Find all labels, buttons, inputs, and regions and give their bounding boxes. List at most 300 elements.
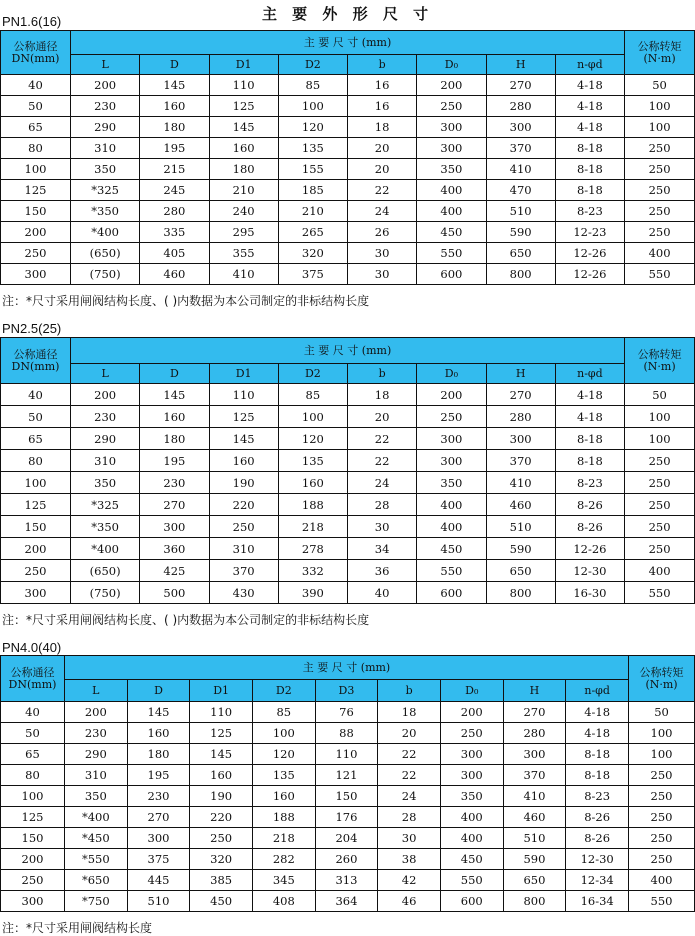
table-cell: 250 bbox=[625, 472, 695, 494]
table-cell: 250 bbox=[1, 243, 71, 264]
table-cell: *350 bbox=[71, 201, 140, 222]
table-row bbox=[1, 472, 695, 494]
table-cell: 42 bbox=[378, 870, 441, 891]
table-cell: 280 bbox=[486, 96, 555, 117]
table-cell: 180 bbox=[140, 117, 209, 138]
table-cell: 400 bbox=[417, 180, 486, 201]
table-cell: 18 bbox=[348, 117, 417, 138]
column-header: D2 bbox=[252, 680, 315, 702]
table-cell: 180 bbox=[140, 428, 209, 450]
table-cell: 350 bbox=[417, 472, 486, 494]
table-cell: 310 bbox=[65, 765, 128, 786]
table-cell: 80 bbox=[1, 765, 65, 786]
table-cell: 20 bbox=[348, 159, 417, 180]
table-cell: 190 bbox=[209, 472, 278, 494]
table-cell: 125 bbox=[209, 96, 278, 117]
table-cell: 300 bbox=[417, 117, 486, 138]
column-header: D2 bbox=[278, 55, 347, 75]
table-row bbox=[1, 582, 695, 604]
table-cell: 230 bbox=[140, 472, 209, 494]
table-cell: 210 bbox=[278, 201, 347, 222]
table-cell: 220 bbox=[209, 494, 278, 516]
table-cell: 30 bbox=[348, 516, 417, 538]
table-cell: 600 bbox=[440, 891, 503, 912]
table-cell: 650 bbox=[486, 243, 555, 264]
dimension-table-pn40 bbox=[0, 655, 695, 912]
table-cell: *450 bbox=[65, 828, 128, 849]
table-cell: 370 bbox=[209, 560, 278, 582]
table-cell: 320 bbox=[190, 849, 253, 870]
table-cell: *550 bbox=[65, 849, 128, 870]
table-cell: 110 bbox=[190, 702, 253, 723]
table-cell: 4-18 bbox=[566, 702, 629, 723]
table-cell: 250 bbox=[417, 96, 486, 117]
torque-header-line: (N·m) bbox=[643, 51, 676, 65]
table-cell: 100 bbox=[625, 117, 695, 138]
table-cell: 160 bbox=[190, 765, 253, 786]
table-cell: 160 bbox=[140, 406, 209, 428]
table-row bbox=[1, 723, 695, 744]
table-row bbox=[1, 807, 695, 828]
table-note-pn16: 注：*尺寸采用闸阀结构长度、( )内数据为本公司制定的非标结构长度 bbox=[2, 294, 370, 308]
table-note-pn25: 注：*尺寸采用闸阀结构长度、( )内数据为本公司制定的非标结构长度 bbox=[2, 613, 370, 627]
column-header: D bbox=[127, 680, 190, 702]
table-cell: 22 bbox=[348, 428, 417, 450]
table-cell: 30 bbox=[348, 243, 417, 264]
table-cell: 300 bbox=[1, 891, 65, 912]
table-cell: 100 bbox=[278, 96, 347, 117]
table-cell: 800 bbox=[486, 264, 555, 285]
table-cell: 8-26 bbox=[555, 494, 624, 516]
table-cell: 12-30 bbox=[566, 849, 629, 870]
table-cell: (750) bbox=[71, 582, 140, 604]
table-cell: 8-26 bbox=[555, 516, 624, 538]
table-cell: 230 bbox=[127, 786, 190, 807]
table-cell: 121 bbox=[315, 765, 378, 786]
main-dimensions-header: 主 要 尺 寸 (mm) bbox=[65, 656, 629, 680]
table-cell: 410 bbox=[486, 472, 555, 494]
column-header: b bbox=[378, 680, 441, 702]
table-cell: 4-18 bbox=[555, 96, 624, 117]
table-cell: 120 bbox=[278, 117, 347, 138]
table-cell: 364 bbox=[315, 891, 378, 912]
table-cell: 600 bbox=[417, 264, 486, 285]
table-cell: 332 bbox=[278, 560, 347, 582]
dn-header-line: 公称通径 bbox=[13, 39, 58, 53]
table-cell: 125 bbox=[1, 180, 71, 201]
table-cell: 282 bbox=[252, 849, 315, 870]
header-row bbox=[1, 338, 695, 364]
table-cell: 188 bbox=[252, 807, 315, 828]
table-cell: 16-30 bbox=[555, 582, 624, 604]
table-cell: 4-18 bbox=[555, 117, 624, 138]
table-cell: 40 bbox=[348, 582, 417, 604]
table-cell: 100 bbox=[1, 472, 71, 494]
table-cell: 85 bbox=[252, 702, 315, 723]
table-row bbox=[1, 786, 695, 807]
table-cell: 145 bbox=[209, 117, 278, 138]
table-cell: 185 bbox=[278, 180, 347, 201]
table-cell: 50 bbox=[1, 406, 71, 428]
dn-header bbox=[1, 31, 71, 75]
table-cell: 430 bbox=[209, 582, 278, 604]
table-cell: 400 bbox=[417, 516, 486, 538]
dn-header-line: 公称通径 bbox=[13, 347, 58, 361]
table-cell: 12-26 bbox=[555, 264, 624, 285]
table-cell: 125 bbox=[1, 807, 65, 828]
table-row bbox=[1, 243, 695, 264]
table-cell: 135 bbox=[278, 450, 347, 472]
table-cell: 250 bbox=[629, 807, 695, 828]
table-cell: 410 bbox=[503, 786, 566, 807]
table-cell: 8-18 bbox=[555, 138, 624, 159]
table-cell: 400 bbox=[629, 870, 695, 891]
table-cell: 100 bbox=[625, 406, 695, 428]
table-row bbox=[1, 201, 695, 222]
column-header: L bbox=[65, 680, 128, 702]
table-cell: 800 bbox=[503, 891, 566, 912]
table-cell: 300 bbox=[440, 765, 503, 786]
table-cell: 218 bbox=[252, 828, 315, 849]
table-cell: (650) bbox=[71, 243, 140, 264]
table-cell: 450 bbox=[417, 222, 486, 243]
column-header: D₀ bbox=[417, 55, 486, 75]
column-header-row bbox=[1, 364, 695, 384]
table-cell: 65 bbox=[1, 744, 65, 765]
table-cell: 145 bbox=[127, 702, 190, 723]
torque-header bbox=[625, 338, 695, 384]
table-cell: 8-18 bbox=[555, 428, 624, 450]
table-cell: 390 bbox=[278, 582, 347, 604]
table-cell: 12-34 bbox=[566, 870, 629, 891]
table-cell: 8-23 bbox=[555, 472, 624, 494]
table-cell: 290 bbox=[65, 744, 128, 765]
table-cell: 120 bbox=[278, 428, 347, 450]
table-cell: 195 bbox=[127, 765, 190, 786]
table-cell: 800 bbox=[486, 582, 555, 604]
table-cell: *400 bbox=[65, 807, 128, 828]
column-header: D bbox=[140, 55, 209, 75]
table-cell: 500 bbox=[140, 582, 209, 604]
table-cell: 350 bbox=[417, 159, 486, 180]
table-cell: 345 bbox=[252, 870, 315, 891]
table-cell: 280 bbox=[486, 406, 555, 428]
table-cell: 40 bbox=[1, 702, 65, 723]
table-cell: 180 bbox=[127, 744, 190, 765]
table-cell: 250 bbox=[625, 180, 695, 201]
table-cell: 550 bbox=[440, 870, 503, 891]
table-cell: 550 bbox=[625, 582, 695, 604]
table-cell: 218 bbox=[278, 516, 347, 538]
table-cell: 8-26 bbox=[566, 807, 629, 828]
table-cell: 270 bbox=[127, 807, 190, 828]
table-cell: 100 bbox=[278, 406, 347, 428]
table-cell: 400 bbox=[440, 807, 503, 828]
dn-header bbox=[1, 656, 65, 702]
table-cell: 18 bbox=[348, 384, 417, 406]
table-cell: 100 bbox=[629, 744, 695, 765]
table-cell: 510 bbox=[127, 891, 190, 912]
table-cell: 155 bbox=[278, 159, 347, 180]
table-cell: 12-26 bbox=[555, 243, 624, 264]
table-row bbox=[1, 702, 695, 723]
table-cell: 145 bbox=[140, 75, 209, 96]
table-row bbox=[1, 560, 695, 582]
table-cell: 38 bbox=[378, 849, 441, 870]
torque-header-line: (N·m) bbox=[645, 677, 678, 691]
table-row bbox=[1, 494, 695, 516]
table-cell: 110 bbox=[209, 75, 278, 96]
table-cell: 360 bbox=[140, 538, 209, 560]
header-row bbox=[1, 656, 695, 680]
table-cell: 200 bbox=[71, 384, 140, 406]
table-row bbox=[1, 891, 695, 912]
table-cell: 460 bbox=[140, 264, 209, 285]
table-cell: 12-30 bbox=[555, 560, 624, 582]
torque-header-line: (N·m) bbox=[643, 359, 676, 373]
table-cell: 150 bbox=[1, 828, 65, 849]
table-cell: 250 bbox=[629, 828, 695, 849]
table-cell: 250 bbox=[625, 201, 695, 222]
table-row bbox=[1, 516, 695, 538]
table-cell: (750) bbox=[71, 264, 140, 285]
table-cell: 250 bbox=[209, 516, 278, 538]
table-cell: 300 bbox=[417, 450, 486, 472]
table-cell: 310 bbox=[209, 538, 278, 560]
table-cell: 8-23 bbox=[566, 786, 629, 807]
table-cell: 8-26 bbox=[566, 828, 629, 849]
table-cell: 8-18 bbox=[555, 180, 624, 201]
table-cell: 80 bbox=[1, 450, 71, 472]
table-cell: 250 bbox=[625, 159, 695, 180]
table-cell: 50 bbox=[629, 702, 695, 723]
table-cell: 195 bbox=[140, 138, 209, 159]
table-cell: 8-18 bbox=[555, 450, 624, 472]
table-cell: 600 bbox=[417, 582, 486, 604]
torque-header-line: 公称转矩 bbox=[639, 665, 684, 679]
table-cell: 22 bbox=[348, 180, 417, 201]
table-cell: 200 bbox=[440, 702, 503, 723]
table-row bbox=[1, 222, 695, 243]
table-cell: 290 bbox=[71, 117, 140, 138]
table-cell: 350 bbox=[440, 786, 503, 807]
table-cell: 300 bbox=[140, 516, 209, 538]
table-cell: 450 bbox=[190, 891, 253, 912]
table-cell: 20 bbox=[378, 723, 441, 744]
table-cell: 375 bbox=[278, 264, 347, 285]
table-cell: 450 bbox=[440, 849, 503, 870]
table-cell: 85 bbox=[278, 75, 347, 96]
dimension-table-pn25 bbox=[0, 337, 695, 604]
table-cell: 88 bbox=[315, 723, 378, 744]
table-row bbox=[1, 264, 695, 285]
column-header: D2 bbox=[278, 364, 347, 384]
table-cell: 245 bbox=[140, 180, 209, 201]
table-cell: 250 bbox=[440, 723, 503, 744]
table-cell: 270 bbox=[503, 702, 566, 723]
section-label-pn40: PN4.0(40) bbox=[2, 640, 62, 655]
table-cell: 250 bbox=[625, 538, 695, 560]
table-cell: 180 bbox=[209, 159, 278, 180]
column-header: H bbox=[503, 680, 566, 702]
table-cell: 100 bbox=[629, 723, 695, 744]
table-cell: 50 bbox=[625, 384, 695, 406]
table-cell: 65 bbox=[1, 428, 71, 450]
table-cell: 590 bbox=[486, 222, 555, 243]
table-cell: 370 bbox=[503, 765, 566, 786]
table-cell: 385 bbox=[190, 870, 253, 891]
table-cell: 425 bbox=[140, 560, 209, 582]
table-cell: 300 bbox=[503, 744, 566, 765]
table-cell: 40 bbox=[1, 75, 71, 96]
table-cell: 250 bbox=[629, 786, 695, 807]
table-cell: 65 bbox=[1, 117, 71, 138]
table-cell: 300 bbox=[1, 582, 71, 604]
table-cell: 150 bbox=[315, 786, 378, 807]
table-cell: 145 bbox=[190, 744, 253, 765]
table-cell: 100 bbox=[1, 159, 71, 180]
table-cell: 280 bbox=[140, 201, 209, 222]
table-cell: 100 bbox=[625, 428, 695, 450]
table-cell: 24 bbox=[348, 472, 417, 494]
dn-header-line: DN(mm) bbox=[11, 51, 60, 65]
table-cell: 370 bbox=[486, 450, 555, 472]
table-cell: 550 bbox=[417, 560, 486, 582]
column-header: b bbox=[348, 364, 417, 384]
table-cell: 250 bbox=[1, 560, 71, 582]
table-cell: 8-18 bbox=[566, 765, 629, 786]
table-cell: 200 bbox=[1, 538, 71, 560]
table-cell: 110 bbox=[315, 744, 378, 765]
table-cell: 310 bbox=[71, 138, 140, 159]
table-cell: 250 bbox=[629, 849, 695, 870]
table-cell: 250 bbox=[625, 516, 695, 538]
table-cell: 510 bbox=[503, 828, 566, 849]
table-cell: 20 bbox=[348, 138, 417, 159]
table-cell: 410 bbox=[486, 159, 555, 180]
table-cell: 160 bbox=[209, 450, 278, 472]
table-cell: 290 bbox=[71, 428, 140, 450]
table-cell: 4-18 bbox=[555, 406, 624, 428]
table-cell: 4-18 bbox=[555, 384, 624, 406]
table-cell: 310 bbox=[71, 450, 140, 472]
header-row bbox=[1, 31, 695, 55]
table-cell: 176 bbox=[315, 807, 378, 828]
table-cell: 410 bbox=[209, 264, 278, 285]
table-cell: 50 bbox=[1, 96, 71, 117]
table-cell: 375 bbox=[127, 849, 190, 870]
table-cell: 450 bbox=[417, 538, 486, 560]
dn-header bbox=[1, 338, 71, 384]
table-cell: 50 bbox=[1, 723, 65, 744]
table-cell: 145 bbox=[140, 384, 209, 406]
table-cell: 270 bbox=[486, 384, 555, 406]
table-row bbox=[1, 870, 695, 891]
table-cell: 85 bbox=[278, 384, 347, 406]
section-label-pn16: PN1.6(16) bbox=[2, 14, 62, 29]
table-row bbox=[1, 765, 695, 786]
table-cell: 220 bbox=[190, 807, 253, 828]
table-cell: *350 bbox=[71, 516, 140, 538]
table-cell: 230 bbox=[71, 406, 140, 428]
table-cell: 405 bbox=[140, 243, 209, 264]
table-cell: 250 bbox=[629, 765, 695, 786]
table-cell: 22 bbox=[378, 744, 441, 765]
column-header: D3 bbox=[315, 680, 378, 702]
table-cell: 313 bbox=[315, 870, 378, 891]
column-header: D1 bbox=[209, 364, 278, 384]
table-cell: 76 bbox=[315, 702, 378, 723]
table-cell: 145 bbox=[209, 428, 278, 450]
table-cell: 250 bbox=[1, 870, 65, 891]
table-cell: 200 bbox=[417, 384, 486, 406]
table-cell: 550 bbox=[625, 264, 695, 285]
table-cell: 350 bbox=[65, 786, 128, 807]
table-row bbox=[1, 138, 695, 159]
table-cell: 22 bbox=[348, 450, 417, 472]
table-cell: 4-18 bbox=[555, 75, 624, 96]
table-cell: 460 bbox=[503, 807, 566, 828]
table-cell: *400 bbox=[71, 538, 140, 560]
table-row bbox=[1, 538, 695, 560]
table-cell: 100 bbox=[252, 723, 315, 744]
column-header: D₀ bbox=[440, 680, 503, 702]
table-cell: 188 bbox=[278, 494, 347, 516]
table-cell: 26 bbox=[348, 222, 417, 243]
dn-header-line: DN(mm) bbox=[11, 359, 60, 373]
table-cell: 250 bbox=[417, 406, 486, 428]
table-cell: 300 bbox=[417, 428, 486, 450]
table-cell: 510 bbox=[486, 516, 555, 538]
table-cell: 400 bbox=[417, 201, 486, 222]
table-cell: 295 bbox=[209, 222, 278, 243]
table-cell: 350 bbox=[71, 472, 140, 494]
torque-header bbox=[625, 31, 695, 75]
table-cell: 230 bbox=[65, 723, 128, 744]
table-cell: 270 bbox=[486, 75, 555, 96]
table-cell: 100 bbox=[625, 96, 695, 117]
table-cell: 590 bbox=[486, 538, 555, 560]
table-cell: 300 bbox=[440, 744, 503, 765]
table-cell: 350 bbox=[71, 159, 140, 180]
table-cell: 300 bbox=[127, 828, 190, 849]
table-cell: 125 bbox=[1, 494, 71, 516]
torque-header bbox=[629, 656, 695, 702]
table-cell: *750 bbox=[65, 891, 128, 912]
table-cell: 40 bbox=[1, 384, 71, 406]
table-cell: 120 bbox=[252, 744, 315, 765]
table-cell: 460 bbox=[486, 494, 555, 516]
table-cell: 150 bbox=[1, 201, 71, 222]
table-cell: 160 bbox=[140, 96, 209, 117]
table-cell: 135 bbox=[252, 765, 315, 786]
table-cell: 160 bbox=[209, 138, 278, 159]
table-cell: 370 bbox=[486, 138, 555, 159]
table-cell: 125 bbox=[209, 406, 278, 428]
table-cell: 200 bbox=[417, 75, 486, 96]
column-header: n-φd bbox=[566, 680, 629, 702]
table-cell: 230 bbox=[71, 96, 140, 117]
column-header: n-φd bbox=[555, 364, 624, 384]
table-cell: 16 bbox=[348, 96, 417, 117]
table-cell: 320 bbox=[278, 243, 347, 264]
table-row bbox=[1, 180, 695, 201]
table-cell: 400 bbox=[440, 828, 503, 849]
table-cell: 30 bbox=[378, 828, 441, 849]
column-header-row bbox=[1, 680, 695, 702]
table-row bbox=[1, 828, 695, 849]
table-cell: 408 bbox=[252, 891, 315, 912]
